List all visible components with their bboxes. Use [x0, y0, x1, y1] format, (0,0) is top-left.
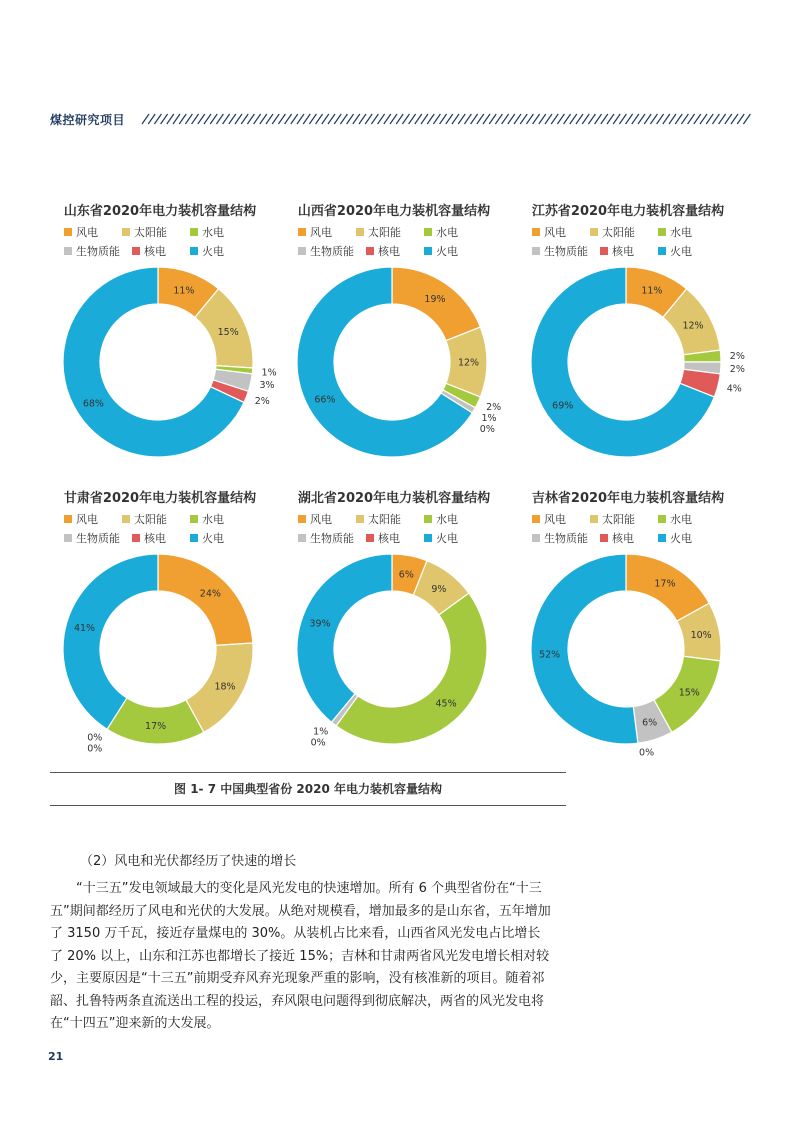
legend-swatch	[190, 247, 198, 255]
legend-label: 生物质能	[310, 245, 354, 258]
slice-label: 52%	[539, 649, 561, 661]
legend-item	[532, 530, 588, 546]
slice-label: 17%	[654, 578, 676, 590]
legend-item	[366, 243, 400, 259]
slice-label: 19%	[424, 294, 446, 306]
legend-item	[590, 224, 635, 240]
legend-item	[424, 530, 458, 546]
legend-label: 风电	[76, 513, 98, 526]
legend-label: 风电	[544, 226, 566, 239]
chart-title: 山东省2020年电力装机容量结构	[63, 204, 257, 219]
legend-item	[600, 530, 634, 546]
chart-title: 山西省2020年电力装机容量结构	[297, 204, 491, 219]
legend-swatch	[64, 228, 72, 236]
donut-chart	[40, 549, 280, 755]
legend-swatch	[190, 515, 198, 523]
legend-item	[64, 511, 98, 527]
donut-slice	[336, 593, 487, 744]
legend-label: 核电	[378, 245, 400, 258]
legend-swatch	[132, 534, 140, 542]
chart-title: 甘肃省2020年电力装机容量结构	[63, 491, 257, 506]
legend-swatch	[532, 228, 540, 236]
legend-item	[532, 511, 566, 527]
legend-label: 水电	[436, 226, 458, 239]
donut-chart	[508, 262, 748, 462]
legend-swatch	[658, 515, 666, 523]
legend-item	[298, 243, 354, 259]
legend-item	[190, 243, 224, 259]
donut-chart	[508, 549, 748, 759]
legend-swatch	[590, 228, 598, 236]
legend-item	[356, 224, 401, 240]
figure-caption: 图 1- 7 中国典型省份 2020 年电力装机容量结构	[174, 782, 442, 796]
slice-label: 11%	[641, 285, 663, 297]
legend-item	[298, 511, 332, 527]
slice-label: 4%	[726, 383, 742, 395]
legend-label: 火电	[670, 532, 692, 545]
legend-label: 火电	[436, 245, 458, 258]
legend-label: 水电	[202, 226, 224, 239]
slice-label: 17%	[145, 720, 167, 732]
slice-label: 69%	[552, 400, 574, 412]
slice-label: 18%	[214, 681, 236, 693]
slice-label: 39%	[309, 618, 331, 630]
legend-label: 生物质能	[544, 532, 588, 545]
legend-item	[132, 530, 166, 546]
legend-swatch	[356, 515, 364, 523]
slice-label: 41%	[73, 623, 96, 635]
legend-item	[424, 224, 458, 240]
chart-jiangsu	[508, 200, 748, 470]
slice-label: 6%	[398, 569, 414, 581]
legend-item	[298, 530, 354, 546]
legend-label: 火电	[670, 245, 692, 258]
slice-label: 0%	[479, 423, 495, 435]
legend-label: 太阳能	[602, 513, 635, 526]
legend-swatch	[132, 247, 140, 255]
legend-item	[190, 530, 224, 546]
legend-item	[532, 243, 588, 259]
legend-label: 生物质能	[76, 532, 120, 545]
slice-label: 1%	[481, 412, 497, 424]
legend-swatch	[658, 228, 666, 236]
slice-label: 68%	[82, 398, 104, 410]
donut-chart	[274, 262, 514, 462]
header-title: 煤控研究项目	[50, 113, 126, 127]
legend-item	[590, 511, 635, 527]
legend-swatch	[424, 534, 432, 542]
legend-label: 生物质能	[76, 245, 120, 258]
legend-item	[424, 243, 458, 259]
chart-jilin	[508, 487, 748, 757]
caption-bottom-rule	[50, 805, 566, 806]
legend-swatch	[298, 228, 306, 236]
legend-swatch	[600, 247, 608, 255]
slice-label: 15%	[217, 327, 239, 339]
chart-title: 湖北省2020年电力装机容量结构	[297, 491, 491, 506]
slice-label: 0%	[639, 747, 655, 759]
legend-label: 风电	[76, 226, 98, 239]
slice-label: 15%	[678, 687, 700, 699]
legend-swatch	[298, 515, 306, 523]
legend-label: 水电	[202, 513, 224, 526]
legend-item	[658, 243, 692, 259]
legend-item	[298, 224, 332, 240]
chart-title: 吉林省2020年电力装机容量结构	[531, 491, 725, 506]
legend-item	[190, 511, 224, 527]
slice-label: 45%	[435, 698, 457, 710]
legend-item	[64, 530, 120, 546]
legend-swatch	[190, 534, 198, 542]
legend-swatch	[64, 247, 72, 255]
legend-label: 生物质能	[310, 532, 354, 545]
legend-label: 水电	[436, 513, 458, 526]
legend-swatch	[532, 534, 540, 542]
legend-swatch	[298, 247, 306, 255]
legend-swatch	[298, 534, 306, 542]
legend-item	[64, 224, 98, 240]
donut-chart	[274, 549, 514, 749]
legend-label: 太阳能	[368, 226, 401, 239]
legend-item	[122, 511, 167, 527]
slice-label: 6%	[642, 717, 658, 729]
donut-slice	[297, 554, 392, 722]
legend-swatch	[424, 247, 432, 255]
legend-label: 火电	[202, 245, 224, 258]
slice-label: 0%	[310, 737, 326, 749]
legend-item	[424, 511, 458, 527]
legend-label: 太阳能	[134, 513, 167, 526]
slice-label: 66%	[314, 394, 336, 406]
legend-label: 风电	[310, 226, 332, 239]
page-number: 21	[48, 1050, 64, 1063]
chart-hubei	[274, 487, 514, 757]
legend-swatch	[366, 534, 374, 542]
legend-item	[658, 224, 692, 240]
legend-label: 水电	[670, 226, 692, 239]
legend-swatch	[64, 534, 72, 542]
section-heading: （2）风电和光伏都经历了快速的增长	[80, 854, 297, 869]
legend-swatch	[658, 247, 666, 255]
legend-label: 生物质能	[544, 245, 588, 258]
legend-swatch	[190, 228, 198, 236]
legend-swatch	[64, 515, 72, 523]
legend-label: 核电	[612, 245, 634, 258]
slice-label: 2%	[729, 350, 745, 362]
slice-label: 0%	[87, 732, 103, 744]
slice-label: 24%	[199, 588, 221, 600]
caption-top-rule	[50, 772, 566, 773]
slice-label: 0%	[87, 743, 103, 755]
donut-slice	[63, 554, 158, 729]
legend-label: 水电	[670, 513, 692, 526]
legend-label: 核电	[612, 532, 634, 545]
legend-label: 火电	[202, 532, 224, 545]
slice-label: 3%	[259, 380, 275, 392]
body-paragraph	[50, 878, 552, 1036]
chart-title: 江苏省2020年电力装机容量结构	[531, 204, 725, 219]
slice-label: 2%	[254, 395, 270, 407]
legend-swatch	[600, 534, 608, 542]
paragraph-text: “十三五”发电领域最大的变化是风光发电的快速增加。所有 6 个典型省份在“十三五”期间都经历了风电和光伏的大发展。从绝对规模看，增加最多的是山东省，五年增加了 3150 万千瓦，接近存量煤电的 30%。从装机占比来看，山西省风光发电占比增长了 20% 以上，山东和江苏也都增长了接近 15%；吉林和甘肃两省风光发电增长相对较少，主要原因是“十三五”前期受弃风弃光现象严重的影响，没有核准新的项目。随着祁韶、扎鲁特两条直流送出工程的投运，弃风限电问题得到彻底解决，两省的风光发电将在“十四五”迎来新的大发展。	[50, 881, 551, 1031]
legend-item	[190, 224, 224, 240]
legend-swatch	[532, 515, 540, 523]
slice-label: 12%	[682, 320, 704, 332]
legend-item	[356, 511, 401, 527]
legend-swatch	[122, 228, 130, 236]
slice-label: 10%	[690, 630, 712, 642]
legend-item	[64, 243, 120, 259]
legend-label: 太阳能	[602, 226, 635, 239]
donut-chart	[40, 262, 280, 462]
slice-label: 1%	[261, 367, 277, 379]
legend-label: 火电	[436, 532, 458, 545]
legend-swatch	[658, 534, 666, 542]
legend-item	[132, 243, 166, 259]
legend-label: 核电	[144, 245, 166, 258]
legend-swatch	[424, 515, 432, 523]
legend-label: 风电	[544, 513, 566, 526]
slice-label: 12%	[457, 357, 480, 369]
legend-swatch	[122, 515, 130, 523]
slice-label: 2%	[486, 401, 502, 413]
chart-shandong	[40, 200, 280, 470]
legend-item	[366, 530, 400, 546]
legend-label: 太阳能	[134, 226, 167, 239]
chart-gansu	[40, 487, 280, 757]
legend-label: 核电	[144, 532, 166, 545]
legend-label: 风电	[310, 513, 332, 526]
legend-swatch	[356, 228, 364, 236]
header-hatch-divider	[142, 113, 744, 125]
slice-label: 1%	[313, 726, 329, 738]
legend-label: 太阳能	[368, 513, 401, 526]
slice-label: 2%	[729, 364, 745, 376]
legend-item	[600, 243, 634, 259]
legend-item	[658, 511, 692, 527]
legend-swatch	[366, 247, 374, 255]
slice-label: 9%	[431, 584, 447, 596]
chart-shanxi	[274, 200, 514, 470]
legend-item	[532, 224, 566, 240]
legend-label: 核电	[378, 532, 400, 545]
slice-label: 11%	[173, 285, 195, 297]
legend-swatch	[532, 247, 540, 255]
legend-item	[658, 530, 692, 546]
legend-swatch	[590, 515, 598, 523]
legend-item	[122, 224, 167, 240]
legend-swatch	[424, 228, 432, 236]
